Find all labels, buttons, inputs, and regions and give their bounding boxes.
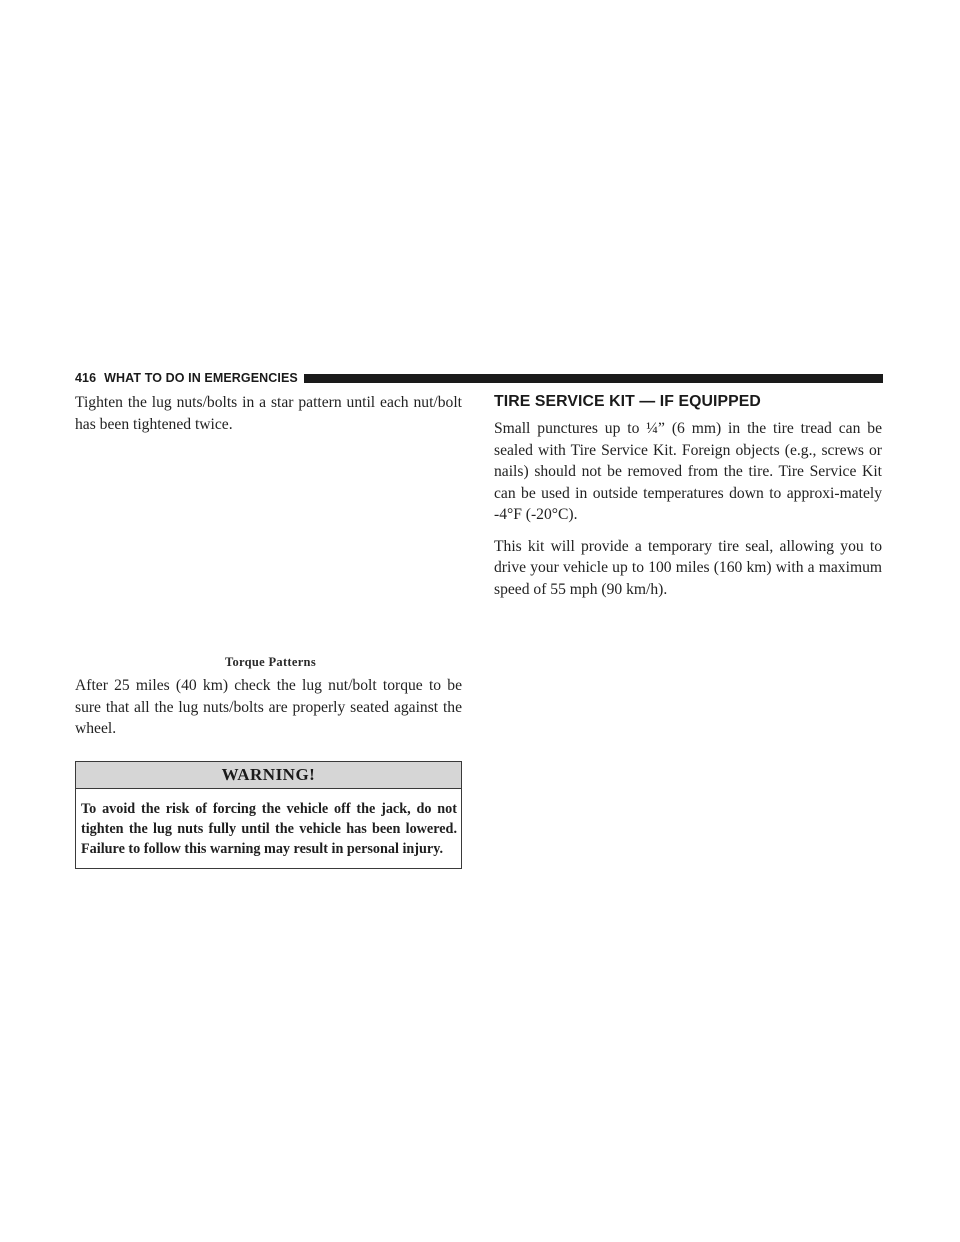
- body-paragraph: This kit will provide a temporary tire seal, allowing you to drive your vehicle up to 100 miles (160 km) with a maximum speed of 55 mph (90 km/h).: [494, 537, 882, 598]
- section-title: WHAT TO DO IN EMERGENCIES: [104, 371, 298, 385]
- torque-patterns-figure: [75, 435, 462, 655]
- running-header: [75, 370, 883, 386]
- warning-box: [75, 761, 462, 869]
- page-number: 416: [75, 371, 97, 385]
- section-heading: TIRE SERVICE KIT — IF EQUIPPED: [494, 393, 761, 410]
- left-column: [75, 392, 462, 869]
- body-paragraph: Small punctures up to ¼” (6 mm) in the tire tread can be sealed with Tire Service Kit. Foreign objects (e.g., screws or nails) should not be removed from the tire. Tire Service Kit can be used in outside temperatures down to approxi-mately -4°F (-20°C).: [494, 420, 882, 523]
- warning-title: WARNING!: [76, 762, 461, 789]
- intro-paragraph: Tighten the lug nuts/bolts in a star pattern until each nut/bolt has been tightened twice.: [75, 394, 462, 433]
- header-rule: [304, 374, 883, 383]
- torque-check-paragraph: After 25 miles (40 km) check the lug nut/bolt torque to be sure that all the lug nuts/bolts are properly seated against the wheel.: [75, 677, 462, 737]
- warning-text: To avoid the risk of forcing the vehicle off the jack, do not tighten the lug nuts fully until the vehicle has been lowered. Failure to follow this warning may result in personal injury.: [81, 800, 457, 857]
- figure-caption: Torque Patterns: [225, 655, 316, 669]
- right-column: [494, 392, 882, 600]
